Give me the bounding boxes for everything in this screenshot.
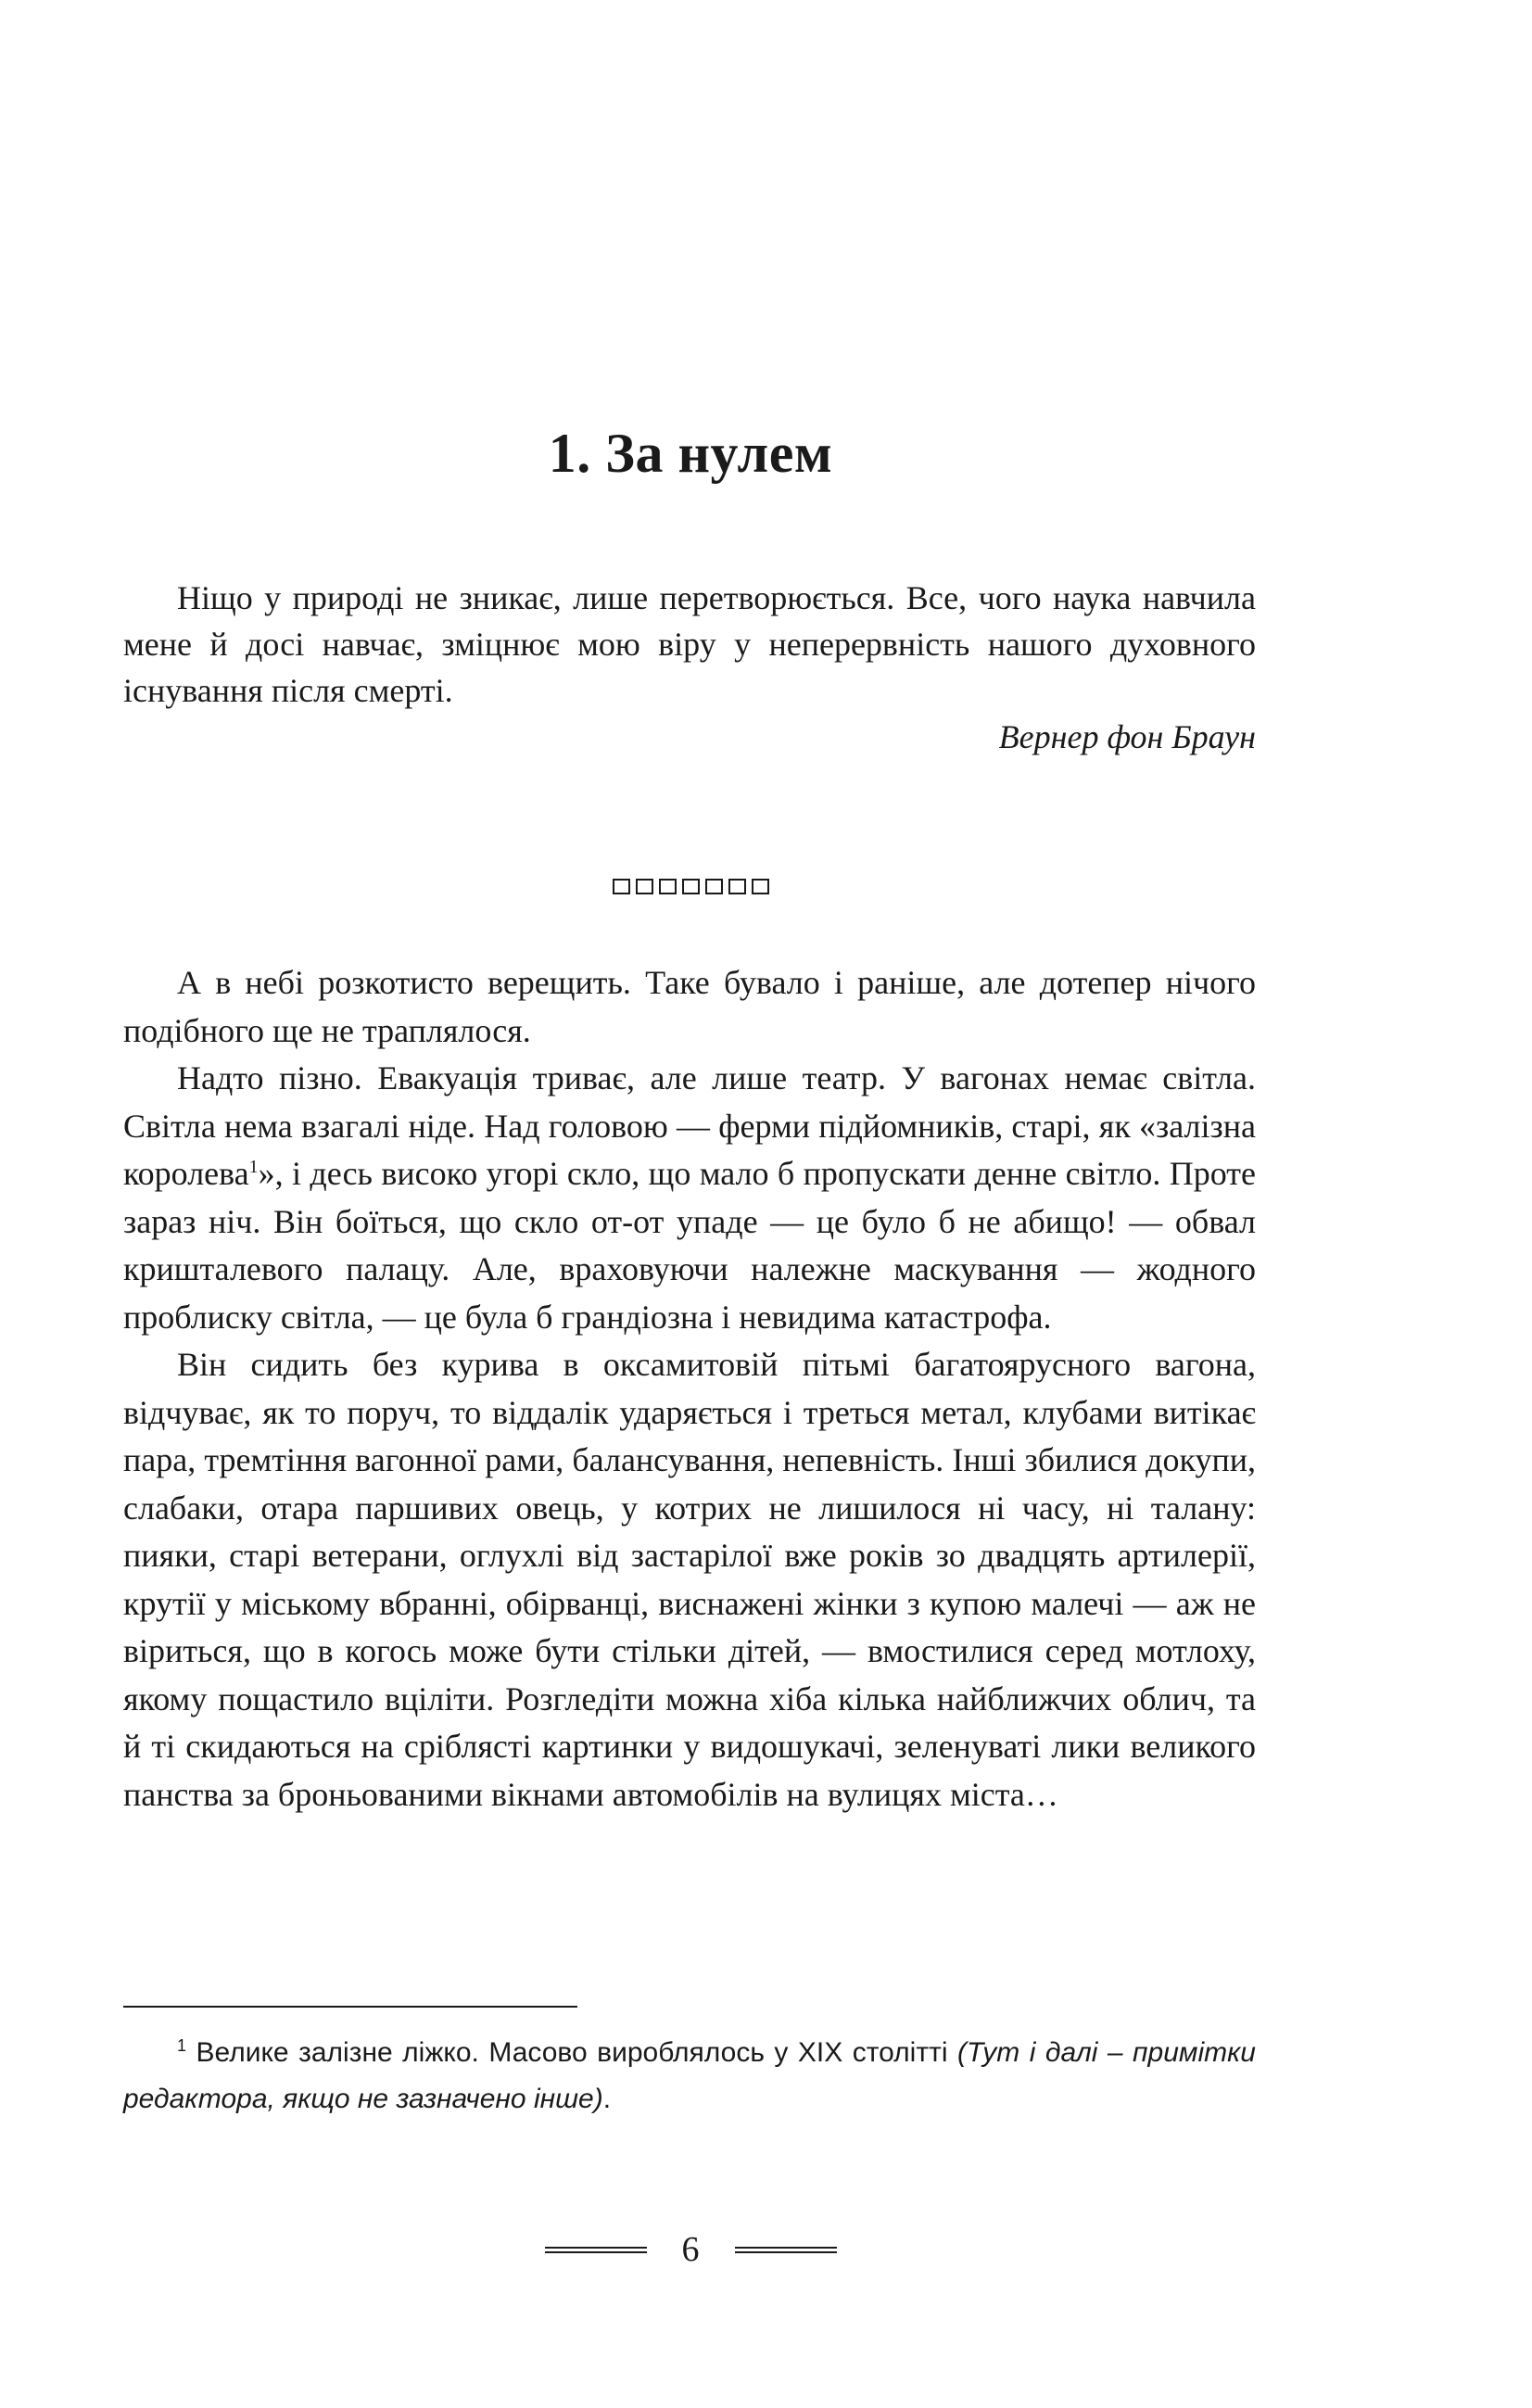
page-footer bbox=[0, 2226, 1381, 2273]
paragraph-1: А в небі розкотисто верещить. Таке бувало і раніше, але дотепер нічого подібного ще не траплялося. bbox=[123, 964, 1256, 1049]
footnote-number: 1 bbox=[177, 2036, 187, 2055]
double-line-ornament-left bbox=[545, 2247, 647, 2253]
footnote-divider bbox=[123, 2006, 577, 2008]
paragraph-2-text-end: », і десь високо угорі скло, що мало б пропускати денне світло. Проте зараз ніч. Він боїться, що скло от-от упаде — це було б не абищо! — обвал кришталевого палацу. Але, враховуючи належне маскування — жодного проблиску світла, — це була б грандіозна і невидима катастрофа. bbox=[123, 1155, 1256, 1336]
chapter-body bbox=[123, 959, 1256, 1819]
footnote bbox=[123, 2030, 1256, 2123]
footnote-end: . bbox=[602, 2084, 612, 2114]
chapter-title: 1. За нулем bbox=[548, 423, 833, 484]
paragraph-2-text-start: Надто пізно. Евакуація триває, але лише театр. У вагонах немає світла. Світла нема взагалі ніде. Над головою — ферми підйомників, старі, як «залізна королева bbox=[123, 1059, 1256, 1192]
epigraph-author: Вернер фон Браун bbox=[998, 718, 1256, 755]
square-ornament-icon bbox=[752, 879, 769, 894]
epigraph-text: Ніщо у природі не зникає, лише перетворюється. Все, чого наука навчила мене й досі навчає, зміцнює мою віру у неперервність нашого духовного існування після смерті. bbox=[123, 579, 1256, 709]
paragraph-3: Він сидить без курива в оксамитовій пітьмі багатоярусного вагона, відчуває, як то поруч, то віддалік ударяється і треться метал, клубами витікає пара, тремтіння вагонної рами, балансування, непевність. Інші збилися докупи, слабаки, отара паршивих овець, у котрих не лишилося ні часу, ні талану: пияки, старі ветерани, оглухлі від застарілої вже років зо двадцять артилерії, крутії у міському вбранні, обірванці, виснажені жінки з купою малечі — аж не віриться, що в когось може бути стільки дітей, — вмостилися серед мотлоху, якому пощастило вціліти. Розгледіти можна хіба кілька найближчих облич, та й ті скидаються на сріблясті картинки у видошукачі, зеленуваті лики великого панства за броньованими вікнами автомобілів на вулицях міста… bbox=[123, 1346, 1256, 1813]
square-ornament-icon bbox=[659, 879, 677, 894]
footnote-reference[interactable]: 1 bbox=[248, 1157, 259, 1177]
epigraph bbox=[123, 575, 1256, 760]
paragraph-2 bbox=[123, 1055, 1256, 1341]
square-ornament-icon bbox=[636, 879, 653, 894]
double-line-ornament-right bbox=[735, 2247, 837, 2253]
page-number: 6 bbox=[681, 2230, 700, 2269]
section-separator bbox=[0, 879, 1381, 894]
square-ornament-icon bbox=[705, 879, 723, 894]
square-ornament-icon bbox=[682, 879, 700, 894]
footnote-editor-note: (Тут і далі – примітки редактора, якщо не зазначено інше) bbox=[123, 2037, 1256, 2114]
square-ornament-icon bbox=[728, 879, 746, 894]
footnote-text: Велике залізне ліжко. Масово вироблялось у XIX столітті bbox=[186, 2037, 957, 2068]
square-ornament-icon bbox=[613, 879, 630, 894]
